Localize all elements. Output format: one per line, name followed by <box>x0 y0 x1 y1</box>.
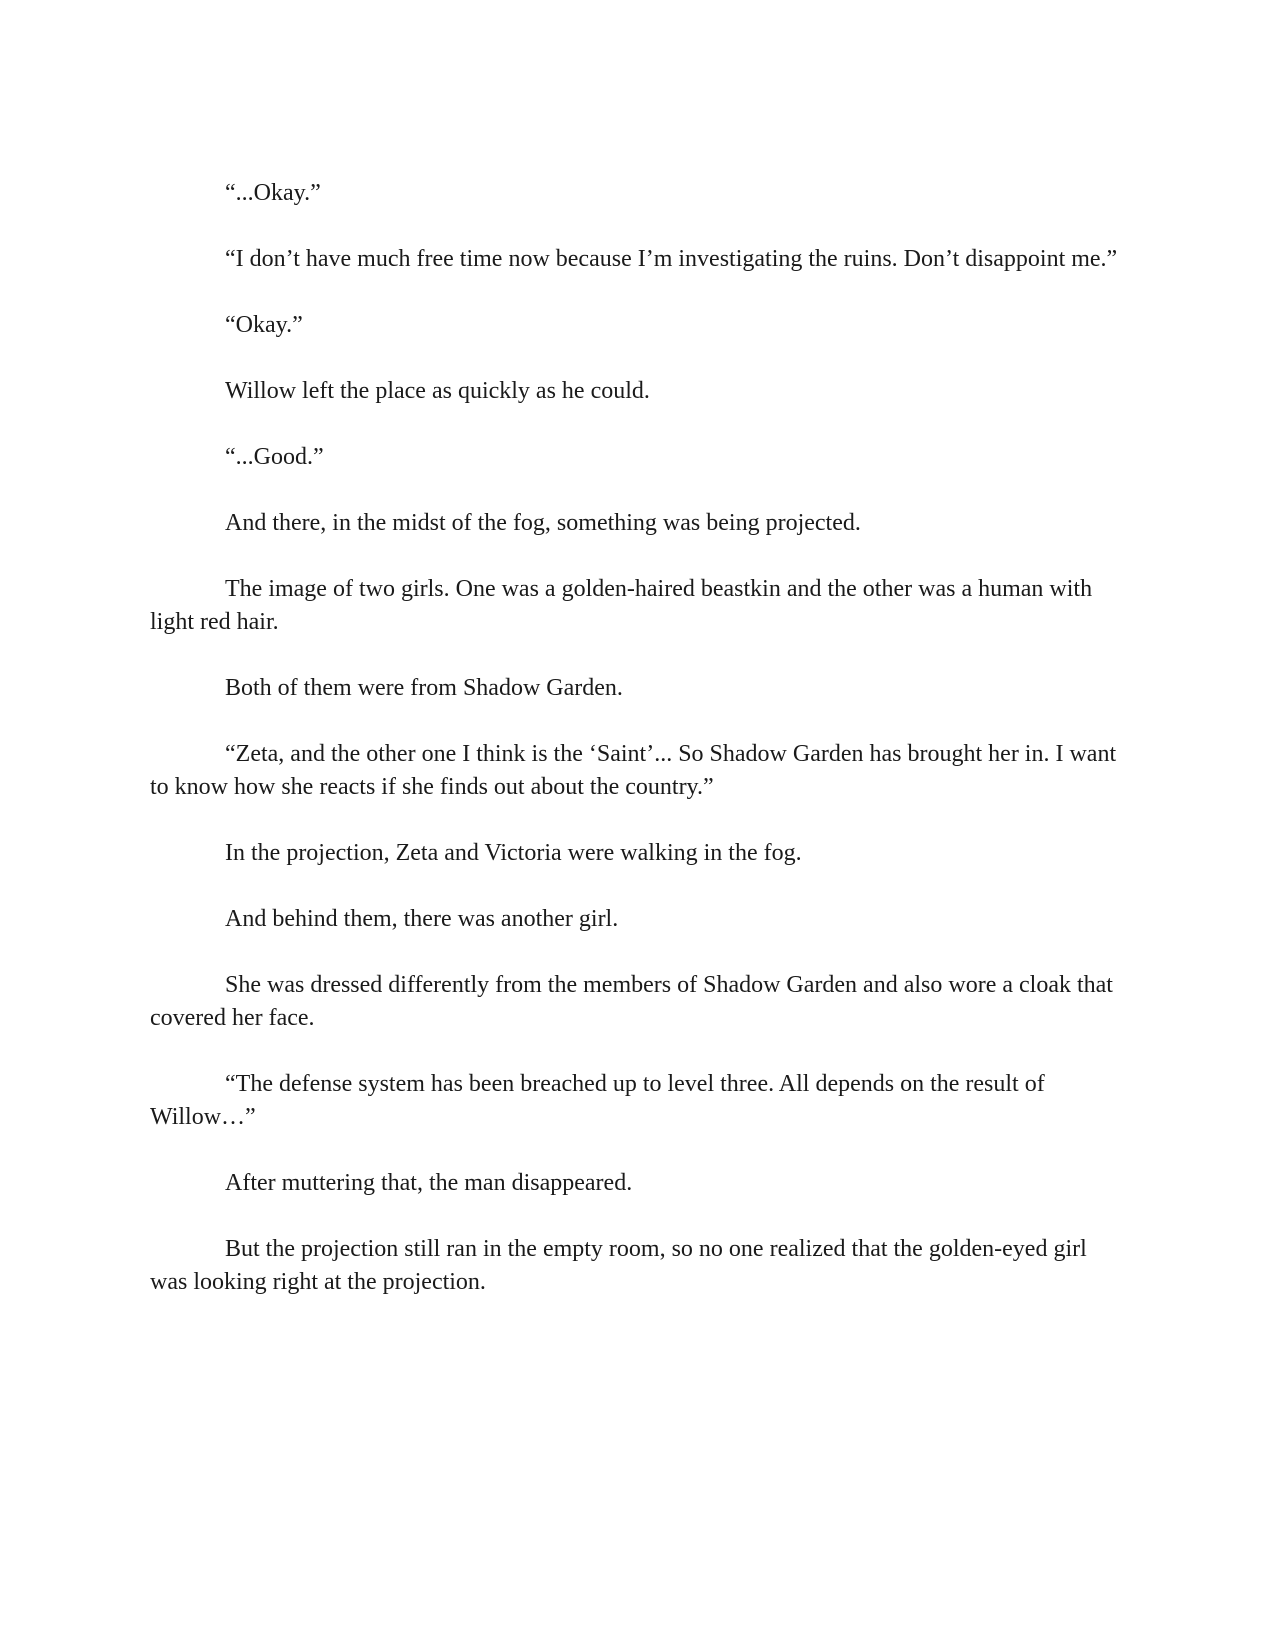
paragraph: “...Good.” <box>225 444 324 470</box>
paragraph: And there, in the midst of the fog, something was being projected. <box>225 510 861 536</box>
paragraph: “Okay.” <box>225 312 303 338</box>
paragraph: After muttering that, the man disappeared. <box>225 1170 633 1196</box>
paragraph: But the projection still ran in the empty room, so no one realized that the golden-eyed girl was looking right at the projection. <box>150 1236 1087 1295</box>
paragraph: “I don’t have much free time now because I’m investigating the ruins. Don’t disappoint me.” <box>225 246 1118 272</box>
paragraph: In the projection, Zeta and Victoria were walking in the fog. <box>225 840 802 866</box>
paragraph: Willow left the place as quickly as he could. <box>225 378 650 404</box>
body-text <box>150 177 1125 1332</box>
paragraph: Both of them were from Shadow Garden. <box>225 675 623 701</box>
paragraph: She was dressed differently from the members of Shadow Garden and also wore a cloak that covered her face. <box>150 972 1113 1031</box>
paragraph: The image of two girls. One was a golden-haired beastkin and the other was a human with light red hair. <box>150 576 1093 635</box>
paragraph: “...Okay.” <box>225 180 321 206</box>
paragraph: “The defense system has been breached up to level three. All depends on the result of Willow…” <box>150 1071 1045 1130</box>
paragraph: “Zeta, and the other one I think is the ‘Saint’... So Shadow Garden has brought her in. I want to know how she reacts if she finds out about the country.” <box>150 741 1117 800</box>
paragraph: And behind them, there was another girl. <box>225 906 619 932</box>
